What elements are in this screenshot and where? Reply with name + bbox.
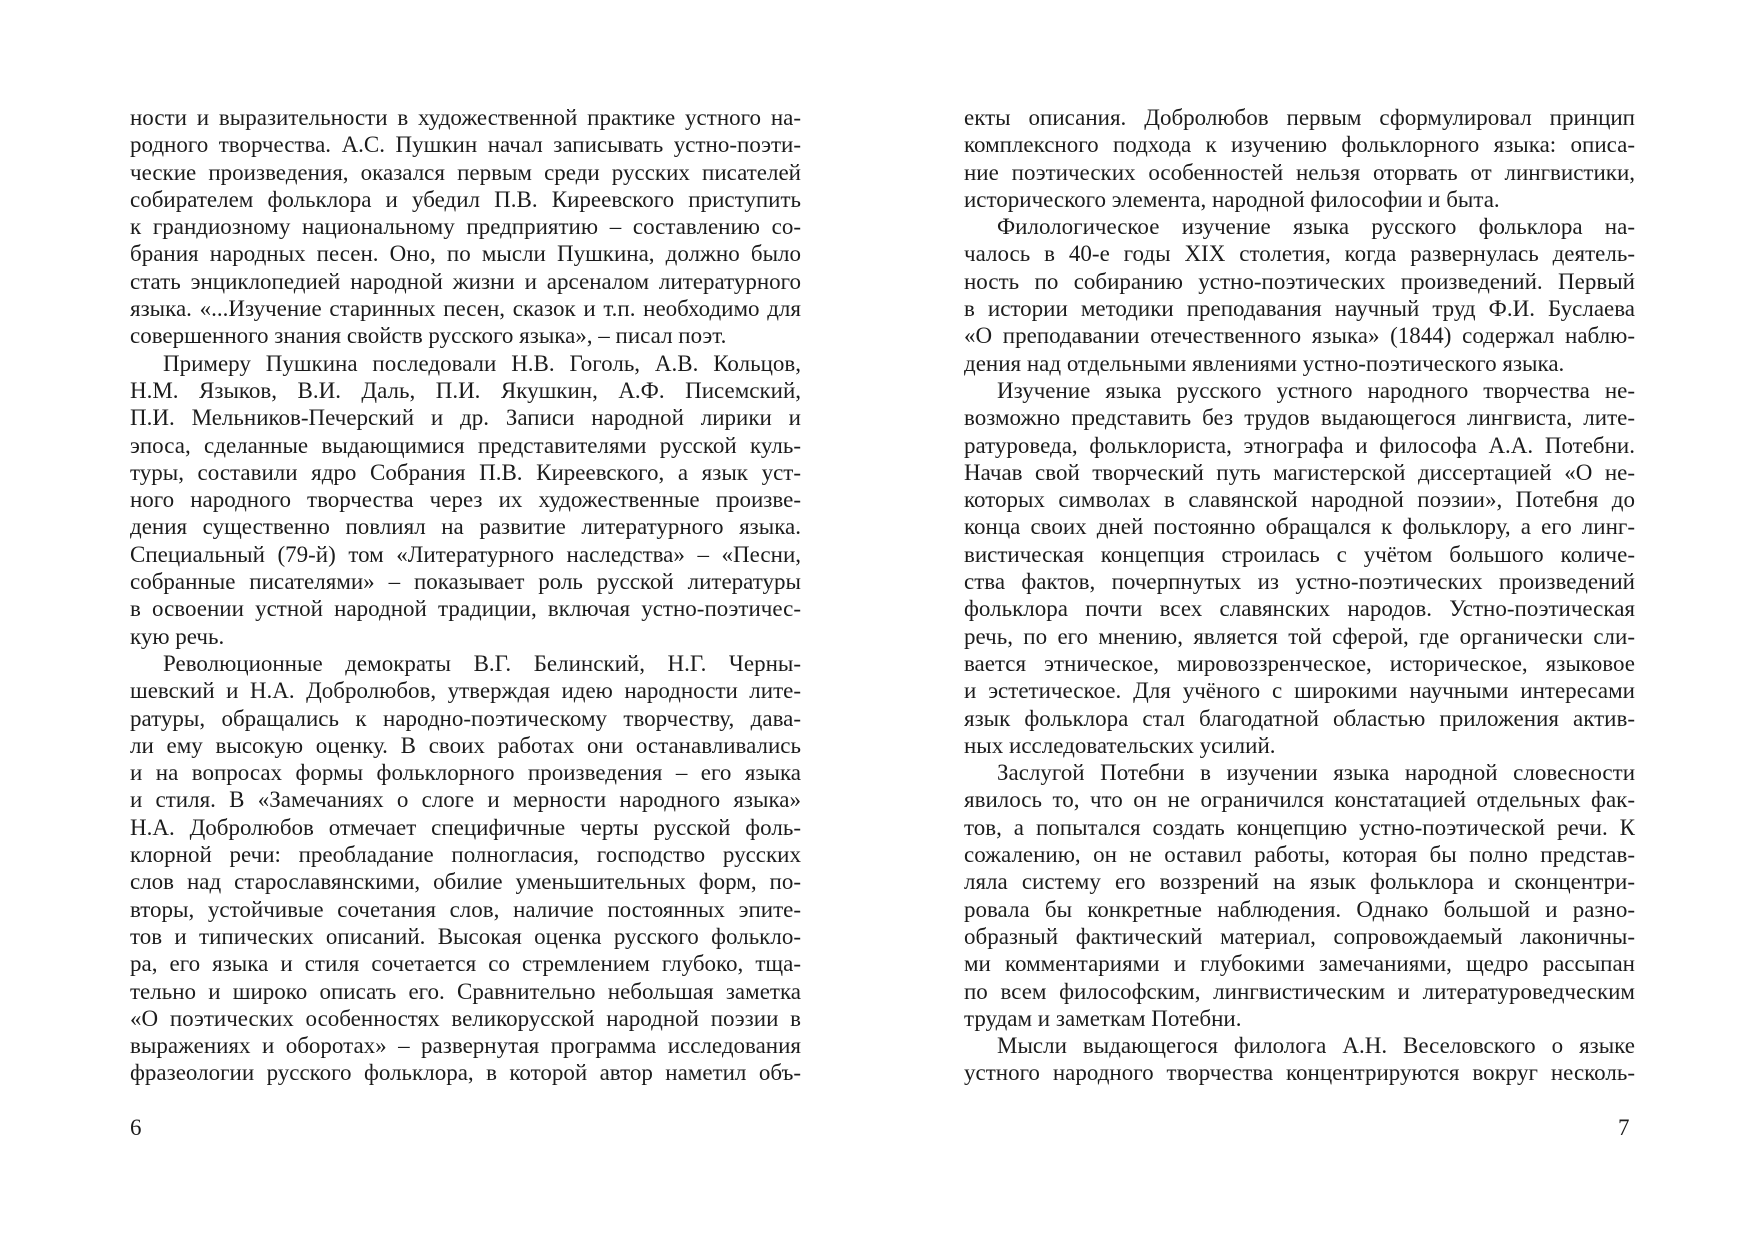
text-line: дения существенно повлиял на развитие литературного языка. — [130, 514, 801, 540]
text-line: Н.А. Добролюбов отмечает специфичные черты русской фоль- — [130, 814, 801, 840]
text-line: исторического элемента, народной философии и быта. — [964, 186, 1500, 212]
text-line: туры, составили ядро Собрания П.В. Киреевского, а язык уст- — [130, 459, 801, 485]
text-line: тов и типических описаний. Высокая оценка русского фолькло- — [130, 923, 801, 949]
page-number: 6 — [130, 1115, 142, 1140]
text-line: «О поэтических особенностях великорусской народной поэзии в — [130, 1005, 801, 1031]
text-line: екты описания. Добролюбов первым сформулировал принцип — [964, 105, 1635, 130]
text-line: ми комментариями и глубокими замечаниями, щедро рассыпан — [964, 951, 1635, 977]
text-line: ратуроведа, фольклориста, этнографа и философа А.А. Потебни. — [964, 432, 1635, 458]
text-line: вторы, устойчивые сочетания слов, наличие постоянных эпите- — [130, 896, 801, 922]
text-line: по всем философским, лингвистическим и литературоведческим — [964, 978, 1635, 1004]
text-line: стать энциклопедией народной жизни и арсеналом литературного — [130, 268, 801, 294]
right-page-text — [964, 104, 1635, 1087]
text-line: и эстетическое. Для учёного с широкими научными интересами — [964, 678, 1635, 704]
text-line: ность по собиранию устно-поэтических произведений. Первый — [964, 268, 1635, 294]
text-line: ных исследовательских усилий. — [964, 732, 1276, 758]
text-line: ратуры, обращались к народно-поэтическому творчеству, дава- — [130, 705, 801, 731]
text-line: ческие произведения, оказался первым среди русских писателей — [130, 159, 801, 185]
text-line: родного творчества. А.С. Пушкин начал записывать устно-поэти- — [130, 132, 801, 158]
text-line: языка. «...Изучение старинных песен, сказок и т.п. необходимо для — [130, 296, 801, 322]
text-line: кую речь. — [130, 623, 225, 649]
text-line: которых символах в славянской народной поэзии», Потебня до — [964, 487, 1635, 513]
text-line: вается этническое, мировоззренческое, историческое, языковое — [964, 650, 1635, 676]
paragraph-first-line: Мысли выдающегося филолога А.Н. Веселовского о языке — [997, 1033, 1635, 1059]
text-line: П.И. Мельников-Печерский и др. Записи народной лирики и — [130, 405, 801, 431]
text-line: слов над старославянскими, обилие уменьшительных форм, по- — [130, 869, 801, 895]
text-line: ства фактов, почерпнутых из устно-поэтических произведений — [964, 569, 1635, 595]
text-line: ли ему высокую оценку. В своих работах они останавливались — [130, 732, 801, 758]
text-line: комплексного подхода к изучению фольклорного языка: описа- — [964, 132, 1635, 158]
text-line: собранные писателями» – показывает роль русской литературы — [130, 569, 801, 595]
left-page-text — [130, 104, 801, 1087]
text-line: язык фольклора стал благодатной областью приложения актив- — [964, 705, 1635, 731]
text-line: ровала бы конкретные наблюдения. Однако большой и разно- — [964, 896, 1635, 922]
text-line: дения над отдельными явлениями устно-поэтического языка. — [964, 350, 1565, 376]
paragraph-first-line: Заслугой Потебни в изучении языка народной словесности — [997, 760, 1635, 786]
text-line: образный фактический материал, сопровождаемый лаконичны- — [964, 923, 1635, 949]
text-line: конца своих дней постоянно обращался к фольклору, а его линг- — [964, 514, 1635, 540]
text-line: в истории методики преподавания научный труд Ф.И. Буслаева — [964, 296, 1635, 322]
text-line: к грандиозному национальному предприятию – составлению со- — [130, 214, 801, 240]
text-line: ние поэтических особенностей нельзя оторвать от лингвистики, — [964, 159, 1635, 185]
text-line: устного народного творчества концентрируются вокруг несколь- — [964, 1060, 1635, 1086]
text-line: трудам и заметкам Потебни. — [964, 1005, 1242, 1031]
text-line: Специальный (79-й) том «Литературного наследства» – «Песни, — [130, 541, 801, 567]
text-line: клорной речи: преобладание полногласия, господство русских — [130, 842, 801, 868]
text-line: речь, по его мнению, является той сферой, где органически сли- — [964, 623, 1635, 649]
text-line: ра, его языка и стиля сочетается со стремлением глубоко, тща- — [130, 951, 801, 977]
text-line: явилось то, что он не ограничился констатацией отдельных фак- — [964, 787, 1635, 813]
paragraph-first-line: Примеру Пушкина последовали Н.В. Гоголь, А.В. Кольцов, — [163, 350, 801, 376]
text-line: ляла систему его воззрений на язык фольклора и сконцентри- — [964, 869, 1635, 895]
text-line: брания народных песен. Оно, по мысли Пушкина, должно было — [130, 241, 801, 267]
text-line: совершенного знания свойств русского языка», – писал поэт. — [130, 323, 727, 349]
text-line: возможно представить без трудов выдающегося лингвиста, лите- — [964, 405, 1635, 431]
text-line: и стиля. В «Замечаниях о слоге и мерности народного языка» — [130, 787, 801, 813]
text-line: фольклора почти всех славянских народов. Устно-поэтическая — [964, 596, 1635, 622]
text-line: фразеологии русского фольклора, в которой автор наметил объ- — [130, 1060, 801, 1086]
text-line: ности и выразительности в художественной практике устного на- — [130, 105, 801, 130]
text-line: собирателем фольклора и убедил П.В. Киреевского приступить — [130, 186, 801, 212]
text-line: Н.М. Языков, В.И. Даль, П.И. Якушкин, А.Ф. Писемский, — [130, 377, 801, 403]
text-line: эпоса, сделанные выдающимися представителями русской куль- — [130, 432, 801, 458]
paragraph-first-line: Филологическое изучение языка русского фольклора на- — [997, 214, 1635, 240]
paragraph-first-line: Изучение языка русского устного народного творчества не- — [997, 377, 1635, 403]
paragraph-first-line: Революционные демократы В.Г. Белинский, Н.Г. Черны- — [163, 650, 801, 676]
text-line: выражениях и оборотах» – развернутая программа исследования — [130, 1033, 801, 1059]
page-number: 7 — [1618, 1115, 1630, 1140]
text-line: в освоении устной народной традиции, включая устно-поэтичес- — [130, 596, 801, 622]
text-line: ного народного творчества через их художественные произве- — [130, 487, 801, 513]
right-page — [877, 0, 1755, 1240]
text-line: и на вопросах формы фольклорного произведения – его языка — [130, 760, 801, 786]
left-page — [0, 0, 877, 1240]
text-line: «О преподавании отечественного языка» (1844) содержал наблю- — [964, 323, 1635, 349]
text-line: Начав свой творческий путь магистерской диссертацией «О не- — [964, 459, 1635, 485]
text-line: вистическая концепция строилась с учётом большого количе- — [964, 541, 1635, 567]
text-line: тов, а попытался создать концепцию устно-поэтической речи. К — [964, 814, 1635, 840]
text-line: чалось в 40-е годы XIX столетия, когда развернулась деятель- — [964, 241, 1635, 267]
text-line: шевский и Н.А. Добролюбов, утверждая идею народности лите- — [130, 678, 801, 704]
text-line: тельно и широко описать его. Сравнительно небольшая заметка — [130, 978, 801, 1004]
text-line: сожалению, он не оставил работы, которая бы полно представ- — [964, 842, 1635, 868]
